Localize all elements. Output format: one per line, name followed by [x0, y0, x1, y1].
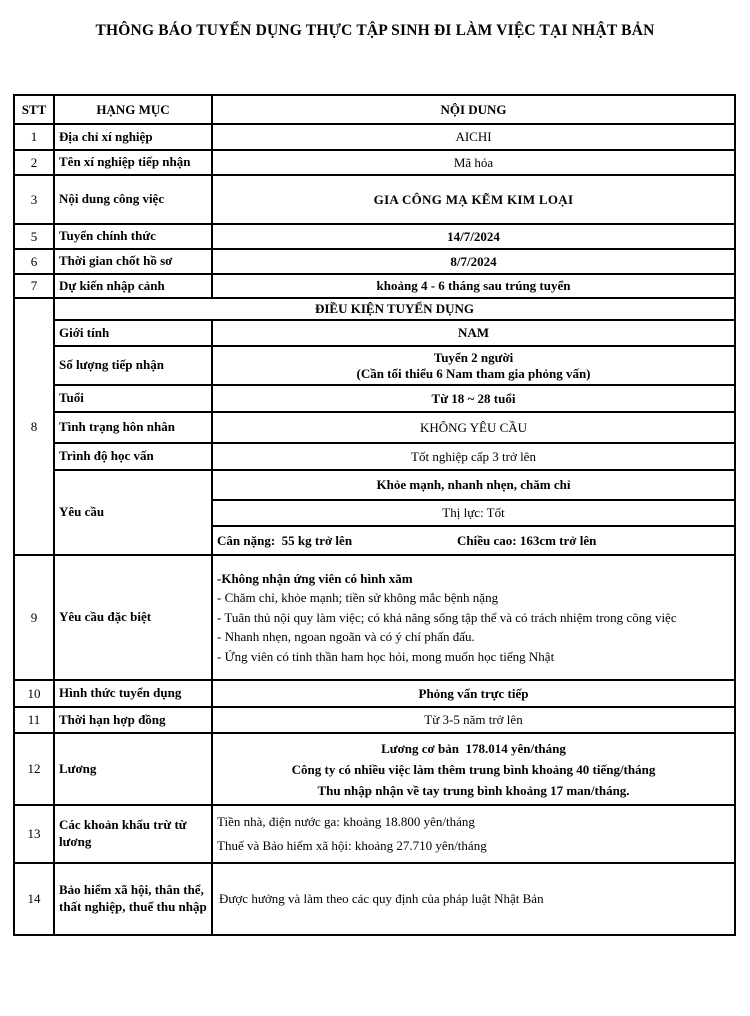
table-row	[14, 175, 735, 224]
row-number-cell: 5	[14, 224, 54, 249]
header-cell-category: HẠNG MỤC	[54, 95, 212, 124]
content-line: - Tuân thủ nội quy làm việc; có khả năng sống tập thể và có trách nhiệm trong công việc	[217, 609, 677, 625]
row-number-cell: 14	[14, 863, 54, 935]
table-row	[14, 680, 735, 707]
row-number-cell: 6	[14, 249, 54, 274]
content-line: - Chăm chỉ, khỏe mạnh; tiền sử không mắc bệnh nặng	[217, 590, 499, 606]
content-line: Công ty có nhiều việc làm thêm trung bình khoảng 40 tiếng/tháng	[291, 761, 656, 777]
content-line: (Cần tối thiểu 6 Nam tham gia phỏng vấn)	[356, 365, 591, 381]
content-cell	[212, 555, 735, 680]
content-cell: KHÔNG YÊU CẦU	[212, 412, 735, 443]
content-cell: Thị lực: Tốt	[212, 500, 735, 526]
table-row	[14, 274, 735, 298]
table-row	[14, 470, 735, 500]
page-title: THÔNG BÁO TUYỂN DỤNG THỰC TẬP SINH ĐI LÀM VIỆC TẠI NHẬT BẢN	[95, 22, 655, 39]
table-row	[14, 346, 735, 385]
content-cell	[212, 805, 735, 863]
row-number-cell: 9	[14, 555, 54, 680]
row-number-cell: 13	[14, 805, 54, 863]
category-cell: Số lượng tiếp nhận	[54, 346, 212, 385]
content-line: Tuyển 2 người	[433, 349, 514, 365]
category-cell: Bảo hiểm xã hội, thân thể, thất nghiệp, thuế thu nhập	[54, 863, 212, 935]
weight-value: Cân nặng: 55 kg trở lên	[217, 532, 353, 548]
content-line: - Ứng viên có tinh thần ham học hỏi, mong muốn học tiếng Nhật	[217, 648, 555, 664]
content-cell: Tốt nghiệp cấp 3 trở lên	[212, 443, 735, 470]
weight-height-line	[217, 533, 730, 549]
category-cell: Thời hạn hợp đồng	[54, 707, 212, 733]
category-cell: Các khoản khấu trừ từ lương	[54, 805, 212, 863]
row-number-cell: 3	[14, 175, 54, 224]
row-number-cell: 11	[14, 707, 54, 733]
section-title-cell: ĐIỀU KIỆN TUYỂN DỤNG	[54, 298, 735, 320]
content-line: Lương cơ bản 178.014 yên/tháng	[381, 740, 566, 756]
table-row	[14, 412, 735, 443]
header-cell-content: NỘI DUNG	[212, 95, 735, 124]
category-cell: Địa chỉ xí nghiệp	[54, 124, 212, 150]
category-cell: Yêu cầu	[54, 470, 212, 555]
header-cell-stt: STT	[14, 95, 54, 124]
table-row	[14, 707, 735, 733]
category-cell: Giới tính	[54, 320, 212, 346]
content-line: Thu nhập nhận về tay trung bình khoảng 17 man/tháng.	[317, 782, 630, 798]
content-cell: AICHI	[212, 124, 735, 150]
table-row-section-header	[14, 298, 735, 320]
content-cell: GIA CÔNG MẠ KẼM KIM LOẠI	[212, 175, 735, 224]
table-row	[14, 805, 735, 863]
content-cell: Từ 3-5 năm trở lên	[212, 707, 735, 733]
content-cell: NAM	[212, 320, 735, 346]
content-cell: Được hưởng và làm theo các quy định của pháp luật Nhật Bản	[212, 863, 735, 935]
category-cell: Tình trạng hôn nhân	[54, 412, 212, 443]
content-cell: Khỏe mạnh, nhanh nhẹn, chăm chỉ	[212, 470, 735, 500]
category-cell: Dự kiến nhập cảnh	[54, 274, 212, 298]
table-row	[14, 555, 735, 680]
table-row	[14, 385, 735, 412]
category-cell: Tên xí nghiệp tiếp nhận	[54, 150, 212, 175]
table-row	[14, 249, 735, 274]
category-cell: Hình thức tuyển dụng	[54, 680, 212, 707]
content-cell	[212, 733, 735, 805]
category-cell: Tuổi	[54, 385, 212, 412]
row-number-cell: 7	[14, 274, 54, 298]
table-header-row	[14, 95, 735, 124]
content-line: - Nhanh nhẹn, ngoan ngoãn và có ý chí phấn đấu.	[217, 629, 475, 645]
content-line: Thuế và Bảo hiểm xã hội: khoảng 27.710 yên/tháng	[217, 838, 487, 853]
category-cell: Lương	[54, 733, 212, 805]
height-value: Chiều cao: 163cm trở lên	[457, 532, 597, 548]
row-number-cell: 1	[14, 124, 54, 150]
category-cell: Tuyển chính thức	[54, 224, 212, 249]
table-row	[14, 224, 735, 249]
category-cell: Thời gian chốt hồ sơ	[54, 249, 212, 274]
row-number-cell: 12	[14, 733, 54, 805]
content-cell	[212, 346, 735, 385]
category-cell: Yêu cầu đặc biệt	[54, 555, 212, 680]
row-number-cell: 2	[14, 150, 54, 175]
category-cell: Nội dung công việc	[54, 175, 212, 224]
recruitment-table	[13, 94, 736, 936]
category-cell: Trình độ học vấn	[54, 443, 212, 470]
table-row	[14, 320, 735, 346]
content-cell: 8/7/2024	[212, 249, 735, 274]
table-row	[14, 124, 735, 150]
content-line: -Không nhận ứng viên có hình xăm	[217, 570, 413, 586]
table-row	[14, 443, 735, 470]
table-row	[14, 733, 735, 805]
content-cell	[212, 526, 735, 555]
content-cell: khoảng 4 - 6 tháng sau trúng tuyển	[212, 274, 735, 298]
content-cell: Mã hóa	[212, 150, 735, 175]
content-cell: 14/7/2024	[212, 224, 735, 249]
row-number-cell: 8	[14, 298, 54, 555]
content-line: Tiền nhà, điện nước ga: khoảng 18.800 yên/tháng	[217, 814, 475, 829]
content-cell: Từ 18 ~ 28 tuổi	[212, 385, 735, 412]
table-row	[14, 150, 735, 175]
content-cell: Phỏng vấn trực tiếp	[212, 680, 735, 707]
table-row	[14, 863, 735, 935]
row-number-cell: 10	[14, 680, 54, 707]
